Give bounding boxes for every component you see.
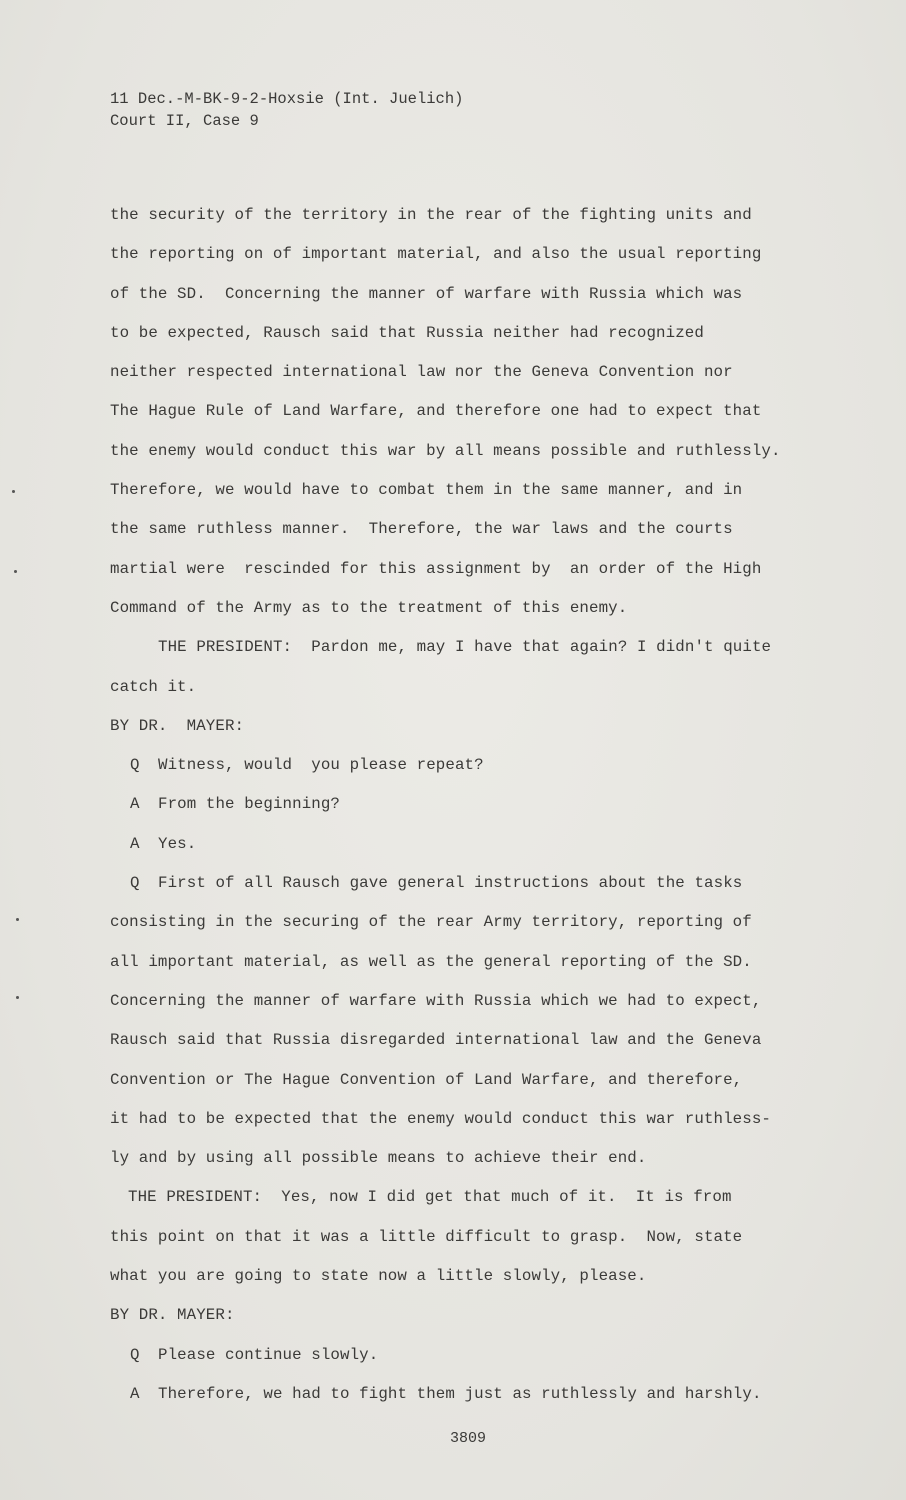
- transcript-body: [110, 202, 830, 1420]
- text-line: what you are going to state now a little slowly, please.: [110, 1267, 647, 1286]
- text-line: The Hague Rule of Land Warfare, and therefore one had to expect that: [110, 402, 762, 421]
- margin-speck: [16, 996, 19, 999]
- question-marker: Q: [130, 874, 140, 893]
- examiner-heading: BY DR. MAYER:: [110, 1306, 235, 1325]
- text-line: the same ruthless manner. Therefore, the war laws and the courts: [110, 520, 733, 539]
- text-line: all important material, as well as the general reporting of the SD.: [110, 952, 752, 971]
- question-line: [110, 870, 830, 909]
- text-line: the reporting on of important material, and also the usual reporting: [110, 245, 762, 264]
- text-line: of the SD. Concerning the manner of warfare with Russia which was: [110, 284, 743, 303]
- answer-text: From the beginning?: [158, 795, 341, 814]
- answer-line: [110, 1381, 830, 1420]
- answer-line: [110, 791, 830, 830]
- president-statement: THE PRESIDENT: Yes, now I did get that much of it. It is from: [128, 1188, 732, 1207]
- margin-speck: [12, 490, 15, 493]
- text-line: Rausch said that Russia disregarded international law and the Geneva: [110, 1031, 762, 1050]
- header-reference: 11 Dec.-M-BK-9-2-Hoxsie (Int. Juelich): [110, 90, 464, 108]
- page-number: 3809: [450, 1430, 487, 1447]
- margin-speck: [14, 570, 17, 573]
- text-line: the security of the territory in the rear of the fighting units and: [110, 206, 752, 224]
- text-line: Command of the Army as to the treatment of this enemy.: [110, 598, 628, 617]
- margin-speck: [16, 918, 19, 921]
- text-line: Therefore, we would have to combat them in the same manner, and in: [110, 481, 743, 500]
- examiner-heading: BY DR. MAYER:: [110, 716, 245, 735]
- text-line: neither respected international law nor the Geneva Convention nor: [110, 363, 733, 382]
- president-statement: THE PRESIDENT: Pardon me, may I have that again? I didn't quite: [158, 638, 772, 657]
- answer-marker: A: [130, 1384, 140, 1403]
- document-header: [110, 88, 463, 132]
- answer-marker: A: [130, 834, 140, 853]
- question-text: Witness, would you please repeat?: [158, 756, 484, 775]
- text-line: catch it.: [110, 677, 197, 696]
- text-line: it had to be expected that the enemy would conduct this war ruthless-: [110, 1109, 771, 1128]
- answer-text: Yes.: [158, 834, 197, 853]
- question-line: [110, 752, 830, 791]
- text-line: this point on that it was a little difficult to grasp. Now, state: [110, 1227, 743, 1246]
- text-line: the enemy would conduct this war by all means possible and ruthlessly.: [110, 441, 781, 460]
- text-line: Concerning the manner of warfare with Russia which we had to expect,: [110, 991, 762, 1010]
- question-text: Please continue slowly.: [158, 1345, 379, 1364]
- answer-text: Therefore, we had to fight them just as ruthlessly and harshly.: [158, 1384, 762, 1403]
- text-line: ly and by using all possible means to achieve their end.: [110, 1149, 647, 1168]
- answer-line: [110, 831, 830, 870]
- text-line: to be expected, Rausch said that Russia neither had recognized: [110, 323, 704, 342]
- answer-marker: A: [130, 795, 140, 814]
- question-marker: Q: [130, 756, 140, 775]
- question-marker: Q: [130, 1345, 140, 1364]
- header-court-case: Court II, Case 9: [110, 112, 259, 130]
- text-line: consisting in the securing of the rear Army territory, reporting of: [110, 913, 752, 932]
- text-line: martial were rescinded for this assignment by an order of the High: [110, 559, 762, 578]
- question-text: First of all Rausch gave general instructions about the tasks: [158, 874, 743, 893]
- text-line: Convention or The Hague Convention of Land Warfare, and therefore,: [110, 1070, 743, 1089]
- question-line: [110, 1342, 830, 1381]
